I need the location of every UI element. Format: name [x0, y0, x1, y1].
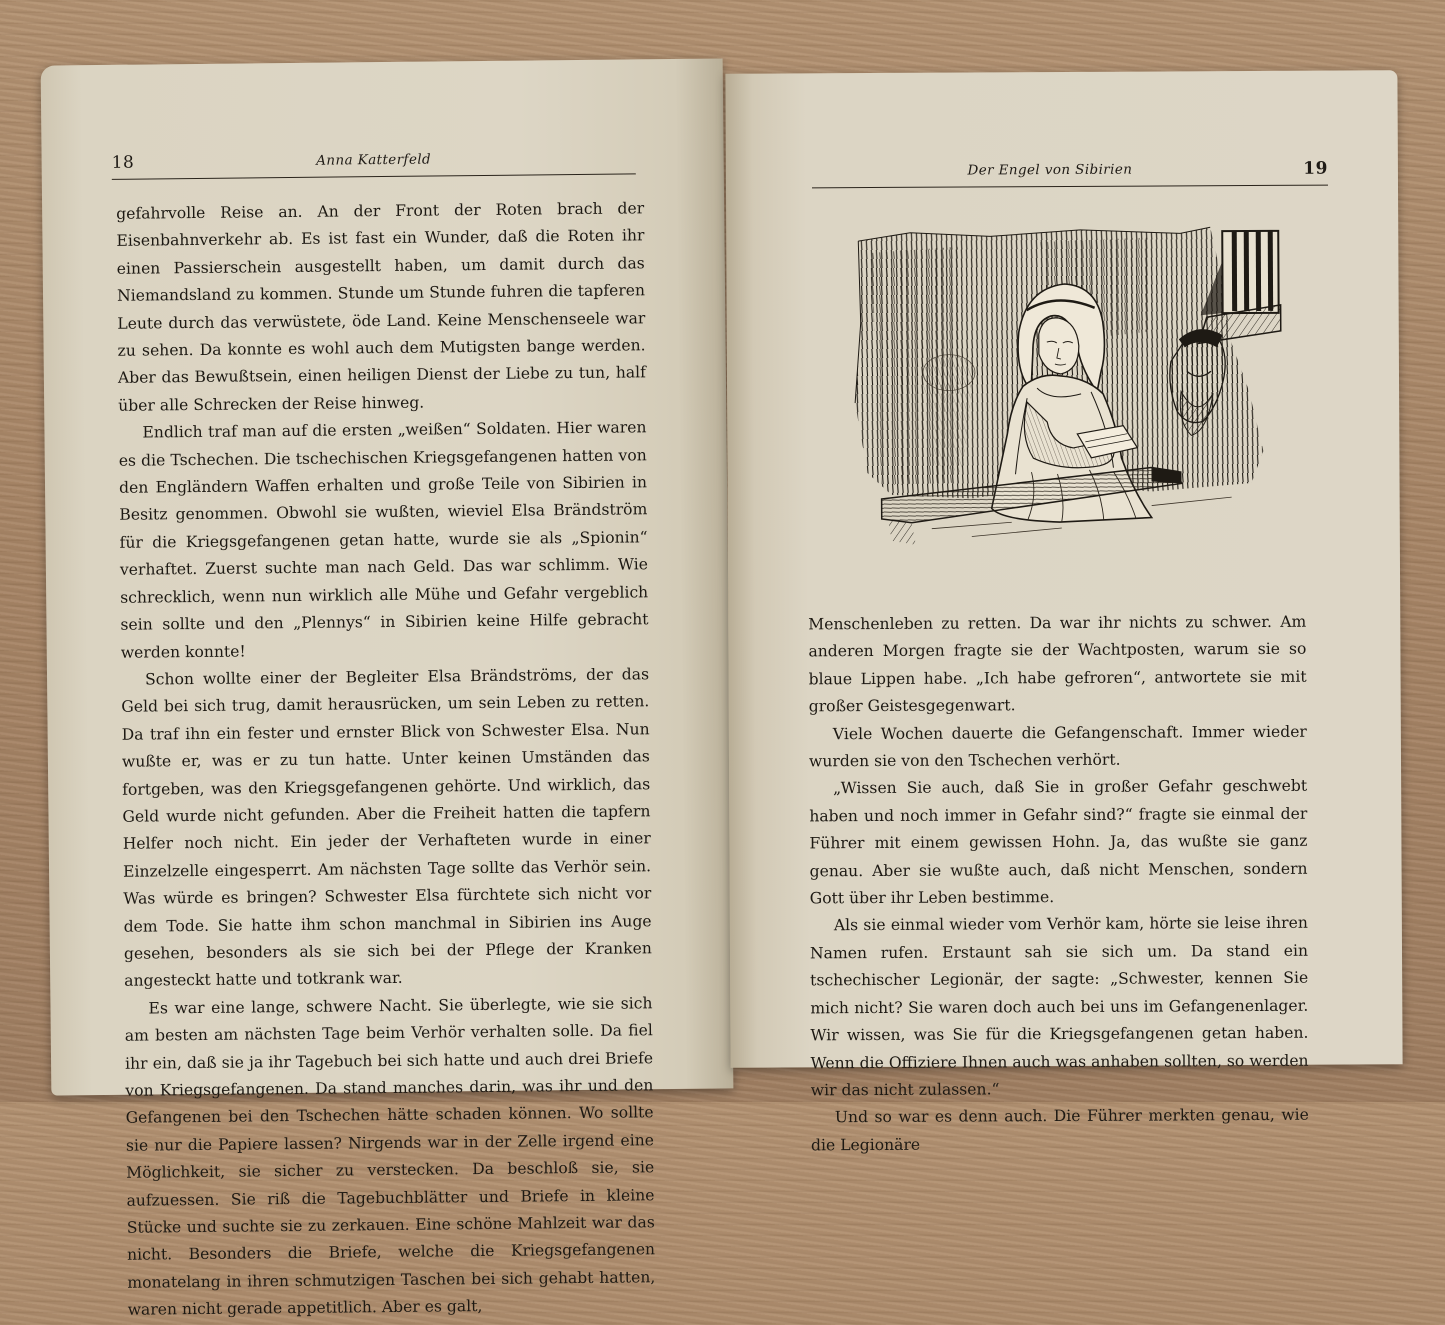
paragraph: Endlich traf man auf die ersten „weißen“ Soldaten. Hier waren es die Tschechen. Die tschechischen Kriegsgefangenen hatten von den Engländern Waffen erhalten und große Teile von Sibirien in Besitz genommen. Obwohl sie wußten, wieviel Elsa Brändström für die Kriegsgefangenen getan hatte, wurde sie als „Spionin“ verhaftet. Zuerst suchte man nach Geld. Das war schlimm. Wie schrecklich, wenn nun wirklich alle Mühe und Gefahr vergeblich sein sollte und den „Plennys“ in Sibirien keine Hilfe gebracht werden konnte!	[118, 415, 649, 667]
page-number: 19	[1303, 159, 1328, 179]
right-page-header	[812, 161, 1328, 164]
paragraph: gefahrvolle Reise an. An der Front der Roten brach der Eisenbahnverkehr ab. Es ist fast ein Wunder, daß die Roten ihr einen Passierschein ausgestellt haben, um damit durch das Niemandsland zu kommen. Stunde um Stunde fuhren die tapferen Leute durch das verwüstete, öde Land. Keine Menschenseele war zu sehen. Da konnte es wohl auch dem Mutigsten bange werden. Aber das Bewußtsein, einen heiligen Dienst der Liebe zu tun, half über alle Schrecken der Reise hinweg.	[116, 195, 646, 420]
paragraph: Und so war es denn auch. Die Führer merkten genau, wie die Legionäre	[811, 1102, 1309, 1159]
left-page	[41, 58, 734, 1095]
paragraph: Als sie einmal wieder vom Verhör kam, hörte sie leise ihren Namen rufen. Erstaunt sah sie sich um. Da stand ein tschechischer Legionär, der sagte: „Schwester, kennen Sie mich nicht? Sie waren doch auch bei uns im Gefangenenlager. Wir wissen, was Sie für die Kriegsgefangenen getan haben. Wenn die Offiziere Ihnen auch was anhaben sollten, so werden wir das nicht zulassen.“	[810, 910, 1309, 1104]
paragraph: Viele Wochen dauerte die Gefangenschaft. Immer wieder wurden sie von den Tschechen verhört.	[809, 718, 1307, 775]
paragraph: Schon wollte einer der Begleiter Elsa Brändströms, der das Geld bei sich trug, damit herausrücken, um sein Leben zu retten. Da traf ihn ein fester und ernster Blick von Schwester Elsa. Nun wußte er, was er zu tun hatte. Unter keinen Umständen das fortgeben, was den Kriegsgefangenen gehörte. Und wirklich, das Geld wurde nicht gefunden. Aber die Freiheit hatten die tapfern Helfer noch nicht. Ein jeder der Verhafteten wurde in einer Einzelzelle eingesperrt. Am nächsten Tage sollte das Verhör sein. Was würde es bringen? Schwester Elsa fürchtete sich nicht vor dem Tode. Sie hatte ihm schon manchmal in Sibirien ins Auge gesehen, besonders als sie sich bei der Pflege der Kranken angesteckt hatte und totkrank war.	[121, 661, 652, 995]
nurse-in-prison-cell-illustration	[850, 221, 1282, 545]
header-rule	[812, 185, 1328, 189]
paragraph: „Wissen Sie auch, daß Sie in großer Gefahr geschwebt haben und noch immer in Gefahr sind?“ fragte sie einmal der Führer mit einem gewissen Hohn. Ja, das wußte sie ganz genau. Aber sie wußte auch, daß nicht Menschen, sondern Gott über ihr Leben bestimme.	[809, 773, 1308, 913]
running-head: Der Engel von Sibirien	[812, 161, 1288, 179]
right-page-text	[808, 609, 1309, 1160]
right-page	[725, 70, 1402, 1068]
paragraph: Es war eine lange, schwere Nacht. Sie überlegte, wie sie sich am besten am nächsten Tage beim Verhör verhalten solle. Da fiel ihr ein, daß sie ja ihr Tagebuch bei sich hatte und auch drei Briefe von Kriegsgefangenen. Da stand manches darin, was ihr und den Gefangenen bei den Tschechen hätte schaden können. Wo sollte sie nur die Papiere lassen? Nirgends war in der Zelle irgend eine Möglichkeit, sie sicher zu verstecken. Da beschloß sie, sie aufzuessen. Sie riß die Tagebuchblätter und Briefe in kleine Stücke und suchte sie zu zerkauen. Eine schöne Mahlzeit war das nicht. Besonders die Briefe, welche die Kriegsgefangenen monatelang in ihren schmutzigen Taschen bei sich gehabt hatten, waren nicht gerade appetitlich. Aber es galt,	[124, 990, 655, 1324]
left-page-text	[116, 195, 656, 1324]
left-page-header	[112, 149, 636, 154]
paragraph: Menschenleben zu retten. Da war ihr nichts zu schwer. Am anderen Morgen fragte sie der Wachtposten, warum sie so blaue Lippen habe. „Ich habe gefroren“, antwortete sie mit großer Geistesgegenwart.	[808, 609, 1307, 721]
header-rule	[112, 173, 636, 179]
engraving-icon	[850, 221, 1282, 545]
page-number: 18	[112, 153, 135, 173]
running-head: Anna Katterfeld	[112, 149, 636, 170]
